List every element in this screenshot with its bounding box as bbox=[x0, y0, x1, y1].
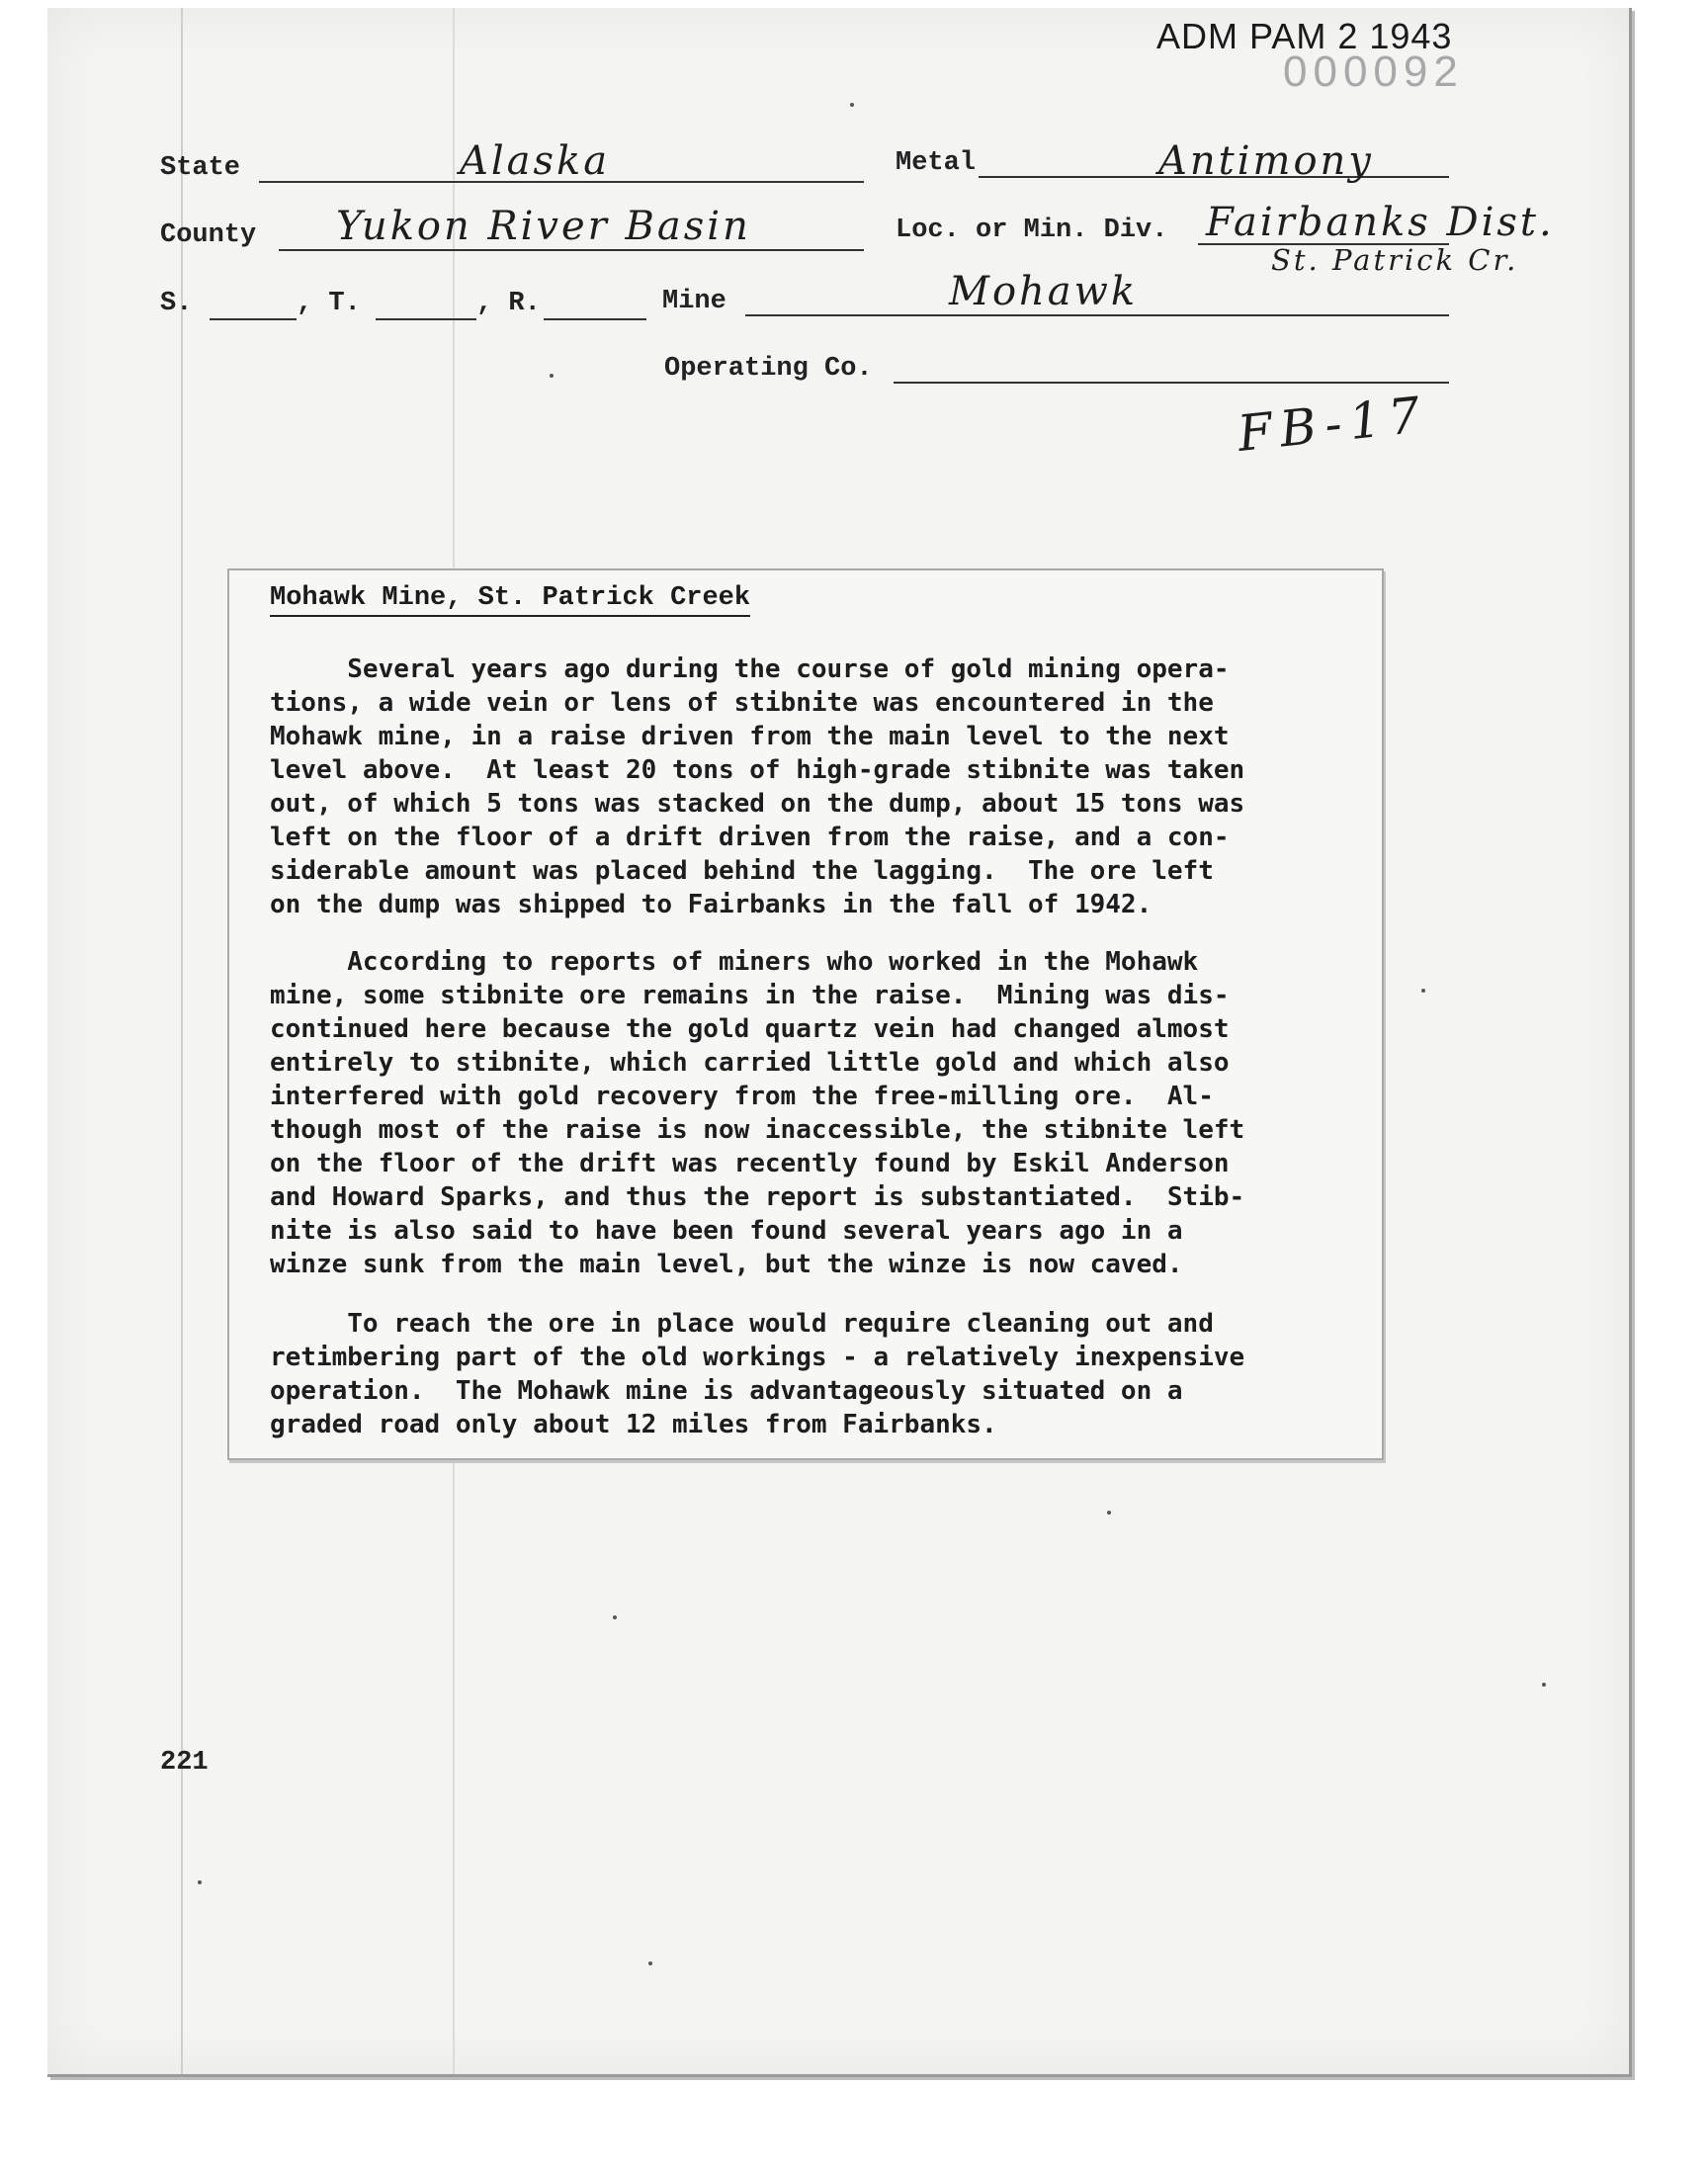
metal-label: Metal bbox=[896, 148, 977, 178]
section-label: S. bbox=[160, 289, 193, 318]
adm-pam-label: ADM PAM 2 1943 bbox=[1156, 16, 1453, 56]
clipping-paragraph-2: According to reports of miners who worked in the Mohawk mine, some stibnite ore remains in the raise. Mining was dis- continued here because the gold quartz vein had changed almost entirely to stibnite, which carried little gold and which also interfered with gold recovery from the free-milling ore. Al- though most of the raise is now inaccessible, the stibnite left on the floor of the drift was recently found by Eskil Anderson and Howard Sparks, and thus the report is substantiated. Stib- nite is also said to have been found several years ago in a winze sunk from the main level, but the winze is now caved. bbox=[270, 947, 1245, 1279]
clipping-title: Mohawk Mine, St. Patrick Creek bbox=[270, 583, 750, 617]
scan-speck bbox=[648, 1961, 652, 1965]
mine-line bbox=[745, 314, 1449, 316]
clipping-paragraph-3: To reach the ore in place would require cleaning out and retimbering part of the old workings - a relatively inexpensive operation. The Mohawk mine is advantageously situated on a graded road only about 12 miles from Fairbanks. bbox=[270, 1309, 1245, 1439]
operating-label: Operating Co. bbox=[664, 354, 873, 384]
scan-speck bbox=[1421, 989, 1425, 993]
scan-speck bbox=[850, 103, 854, 107]
county-label: County bbox=[160, 220, 257, 250]
state-label: State bbox=[160, 153, 241, 183]
scan-speck bbox=[1542, 1683, 1546, 1687]
stamp-number: 000092 bbox=[1283, 47, 1464, 96]
loc-label: Loc. or Min. Div. bbox=[896, 216, 1168, 245]
operating-line bbox=[894, 382, 1449, 384]
scan-speck bbox=[613, 1615, 617, 1619]
scan-speck bbox=[1107, 1511, 1111, 1515]
township-label: , T. bbox=[297, 289, 361, 318]
mine-label: Mine bbox=[662, 287, 726, 316]
range-line bbox=[544, 318, 646, 320]
loc-value: Fairbanks Dist. bbox=[1206, 200, 1555, 245]
section-line bbox=[210, 318, 297, 320]
mine-value: Mohawk bbox=[949, 269, 1139, 314]
township-line bbox=[376, 318, 476, 320]
page-number: 221 bbox=[160, 1748, 209, 1778]
file-code: FB-17 bbox=[1235, 386, 1431, 463]
loc-value-sub: St. Patrick Cr. bbox=[1271, 243, 1519, 277]
scan-speck bbox=[550, 374, 554, 378]
scan-speck bbox=[198, 1880, 202, 1884]
state-value: Alaska bbox=[460, 138, 611, 184]
county-value: Yukon River Basin bbox=[336, 204, 751, 249]
metal-value: Antimony bbox=[1158, 138, 1374, 184]
clipping-paragraph-1: Several years ago during the course of gold mining opera- tions, a wide vein or lens of stibnite was encountered in the Mohawk mine, in a raise driven from the main level to the next level above. At least 20 tons of high-grade stibnite was taken out, of which 5 tons was stacked on the dump, about 15 tons was left on the floor of a drift driven from the raise, and a con- siderable amount was placed behind the lagging. The ore left on the dump was shipped to Fairbanks in the fall of 1942. bbox=[270, 654, 1245, 919]
range-label: , R. bbox=[476, 289, 541, 318]
county-line bbox=[279, 249, 864, 251]
